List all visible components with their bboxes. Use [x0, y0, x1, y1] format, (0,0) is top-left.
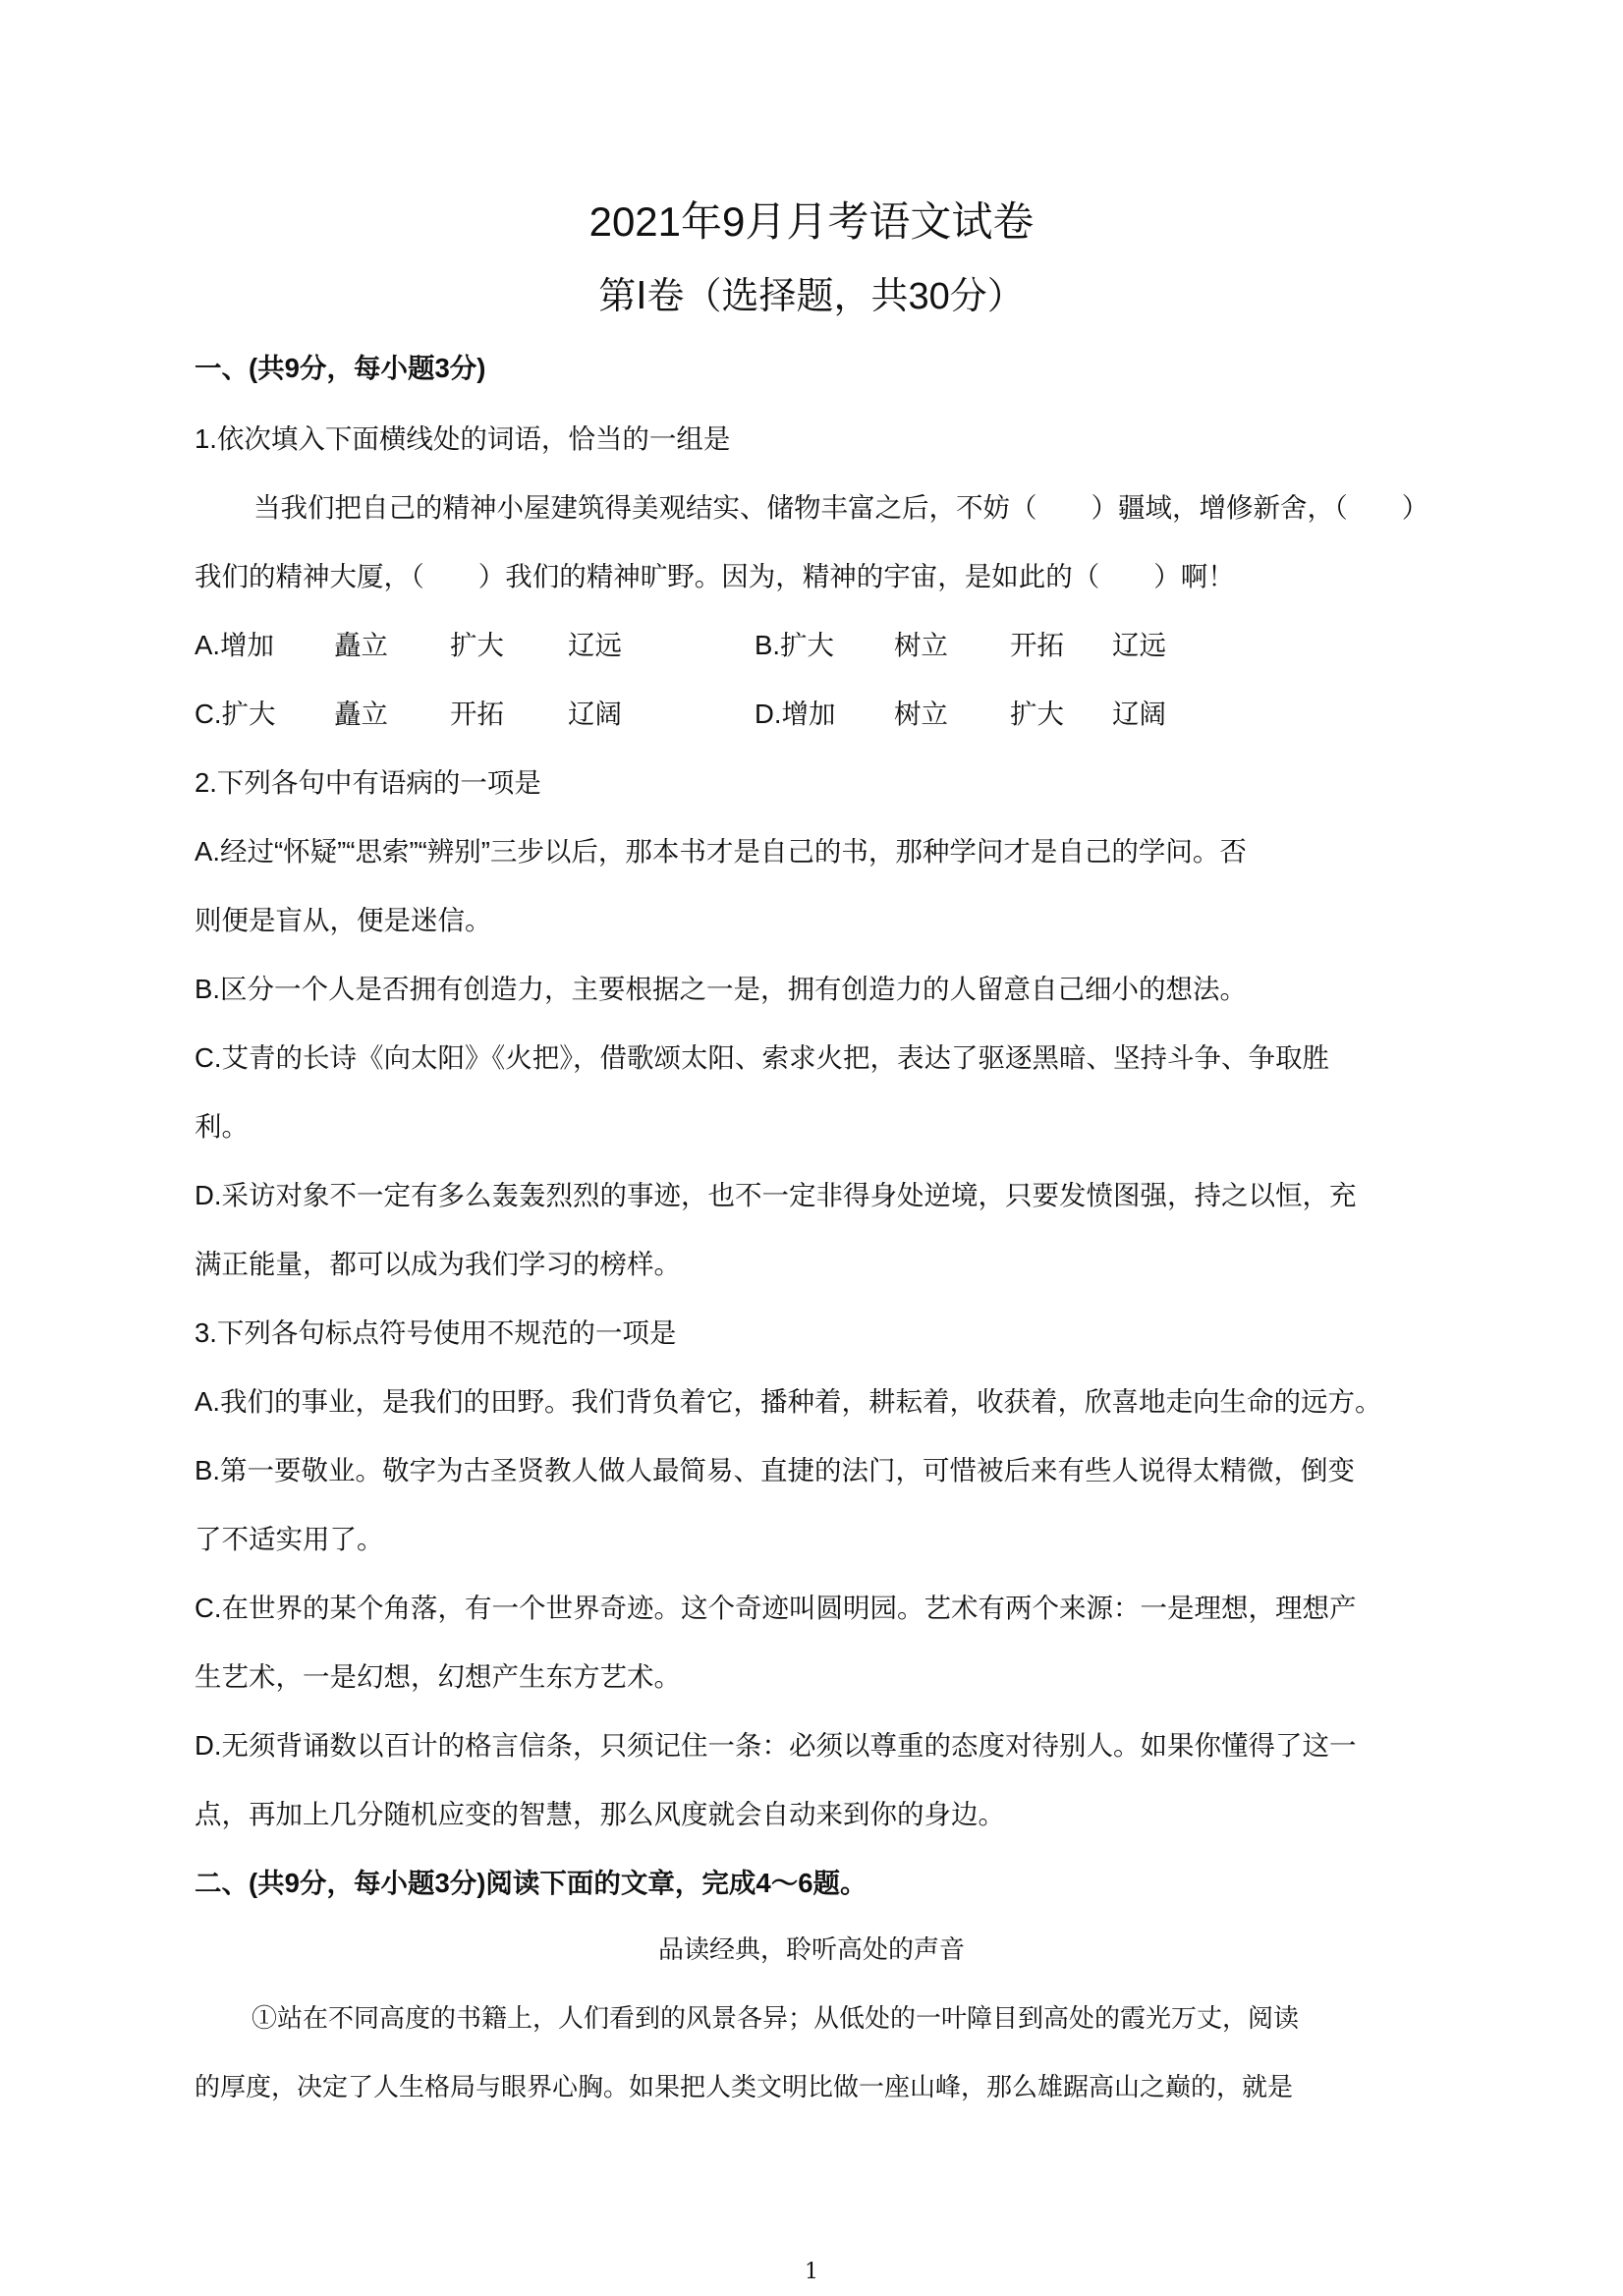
article-title: 品读经典，聆听高处的声音	[657, 1935, 965, 1965]
q1-option-d-word2: 树立	[894, 699, 948, 729]
q1-option-a: A.增加	[195, 630, 274, 660]
q1-option-b-word4: 辽远	[1112, 630, 1166, 660]
q1-option-a-word2: 矗立	[334, 630, 388, 660]
q2-option-c-line1: C.艾青的长诗《向太阳》《火把》，借歌颂太阳、索求火把，表达了驱逐黑暗、坚持斗争、争取胜	[195, 1042, 1329, 1073]
exam-subtitle: 第Ⅰ卷（选择题，共30分）	[598, 276, 1025, 317]
q1-option-c: C.扩大	[195, 699, 276, 729]
q1-option-c-word2: 矗立	[334, 699, 388, 729]
q1-option-a-word3: 扩大	[450, 630, 504, 660]
q3-option-b-line2: 了不适实用了。	[195, 1524, 384, 1554]
q3-option-c-line2: 生艺术，一是幻想，幻想产生东方艺术。	[195, 1661, 681, 1692]
q1-passage-line2: 我们的精神大厦，（ ）我们的精神旷野。因为，精神的宇宙，是如此的（ ）啊！	[195, 561, 1235, 591]
article-paragraph1-line1: ①站在不同高度的书籍上，人们看到的风景各异；从低处的一叶障目到高处的霞光万丈，阅读	[252, 2004, 1300, 2034]
q3-option-d-line1: D.无须背诵数以百计的格言信条，只须记住一条：必须以尊重的态度对待别人。如果你懂得了这一	[195, 1730, 1357, 1761]
q1-option-a-word4: 辽远	[568, 630, 622, 660]
q2-option-d-line2: 满正能量，都可以成为我们学习的榜样。	[195, 1249, 681, 1279]
q1-option-d: D.增加	[755, 699, 836, 729]
q2-stem: 2.下列各句中有语病的一项是	[195, 767, 541, 798]
section1-heading: 一、(共9分，每小题3分)	[195, 353, 486, 383]
q1-option-c-word3: 开拓	[450, 699, 504, 729]
page-number: 1	[805, 2260, 818, 2284]
q1-option-b-word3: 开拓	[1010, 630, 1064, 660]
q2-option-a-line2: 则便是盲从，便是迷信。	[195, 905, 492, 935]
q1-stem: 1.依次填入下面横线处的词语，恰当的一组是	[195, 423, 731, 454]
q2-option-b: B.区分一个人是否拥有创造力，主要根据之一是，拥有创造力的人留意自己细小的想法。	[195, 974, 1247, 1004]
q1-option-d-word4: 辽阔	[1112, 699, 1166, 729]
q1-option-b: B.扩大	[755, 630, 834, 660]
q3-option-d-line2: 点，再加上几分随机应变的智慧，那么风度就会自动来到你的身边。	[195, 1799, 1005, 1829]
exam-title: 2021年9月月考语文试卷	[588, 198, 1035, 245]
q3-stem: 3.下列各句标点符号使用不规范的一项是	[195, 1317, 677, 1348]
q1-passage-line1: 当我们把自己的精神小屋建筑得美观结实、储物丰富之后，不妨（ ）疆域，增修新舍，（ ）	[253, 492, 1429, 523]
q1-option-b-word2: 树立	[894, 630, 948, 660]
q2-option-c-line2: 利。	[195, 1111, 249, 1142]
q3-option-b-line1: B.第一要敬业。敬字为古圣贤教人做人最简易、直捷的法门，可惜被后来有些人说得太精微，倒变	[195, 1455, 1355, 1485]
q3-option-c-line1: C.在世界的某个角落，有一个世界奇迹。这个奇迹叫圆明园。艺术有两个来源：一是理想，理想产	[195, 1593, 1357, 1623]
article-paragraph1-line2: 的厚度，决定了人生格局与眼界心胸。如果把人类文明比做一座山峰，那么雄踞高山之巅的，就是	[195, 2073, 1294, 2102]
q3-option-a: A.我们的事业，是我们的田野。我们背负着它，播种着，耕耘着，收获着，欣喜地走向生命的远方。	[195, 1386, 1382, 1417]
q2-option-a-line1: A.经过“怀疑”“思索”“辨别”三步以后，那本书才是自己的书，那种学问才是自己的学问。否	[195, 836, 1247, 867]
section2-heading: 二、(共9分，每小题3分)阅读下面的文章，完成4～6题。	[195, 1868, 867, 1898]
q2-option-d-line1: D.采访对象不一定有多么轰轰烈烈的事迹，也不一定非得身处逆境，只要发愤图强，持之以恒，充	[195, 1180, 1357, 1210]
q1-option-c-word4: 辽阔	[568, 699, 622, 729]
q1-option-d-word3: 扩大	[1010, 699, 1064, 729]
